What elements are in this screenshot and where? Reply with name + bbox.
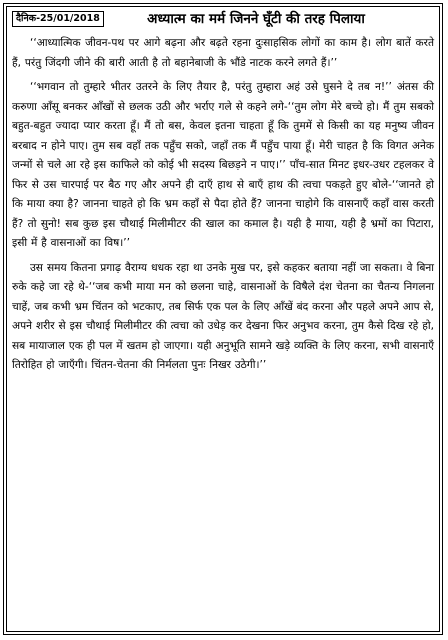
paragraph-3: उस समय कितना प्रगाढ़ वैराग्य धधक रहा था उनके मुख पर, इसे कहकर बताया नहीं जा सकता। वे बिना रुके कहे जा रहे थे-‘‘जब कभी माया मन को छलना चाहे, वासनाओं के विषैले दंश चेतना का चैतन्य निगलना चाहें, जब कभी भ्रम चिंतन को भटकाए, तब सिर्फ एक पल के लिए आँखें बंद करना और पहले अपने आप से, अपने शरीर से इस चौथाई मिलीमीटर की त्वचा को उधेड़ कर देखना फिर अनुभव करना, तुम कैसे दिख रहे हो, सब मायाजाल एक ही पल में खतम हो जाएगा। यही अनुभूति सामने खड़े व्यक्ति के लिए करना, सभी वासनाएँ तिरोहित हो जाएँगी। चिंतन-चेतना की निर्मलता पुनः निखर उठेगी।’’ bbox=[12, 261, 434, 371]
article-body bbox=[12, 34, 434, 376]
article-title: अध्यात्म का मर्म जिनने घूँटी की तरह पिलाया bbox=[147, 11, 365, 27]
paragraph-2: ‘‘भगवान तो तुम्हारे भीतर उतरने के लिए तैयार है, परंतु तुम्हारा अहं उसे घुसने दे तब न!’’ अंतस की करुणा आँसू बनकर आँखों से छलक उठी और भर्राए गले से कहने लगे-‘‘तुम लोग मेरे बच्चे हो। मैं तुम सबको बहुत-बहुत ज्यादा प्यार करता हूँ। मैं तो बस, केवल इतना चाहता हूँ कि तुममें से किसी का यह मनुष्य जीवन बरबाद न होने पाए। तुम सब वहाँ तक पहुँच सको, जहाँ तक मैं पहुँच पाया हूँ। मेरी चाहत है कि विगत अनेक जन्मों से चले आ रहे इस काफिले को कोई भी सदस्य बिछड़ने न पाए।’’ पाँच-सात मिनट इधर-उधर टहलकर वे फिर से उस चारपाई पर बैठ गए और अपने ही दाएँ हाथ से बाएँ हाथ की त्वचा पकड़ते हुए बोले-‘‘जानते हो कि माया क्या है? जानना चाहते हो कि भ्रम कहाँ से पैदा होते हैं? जानना चाहोगे कि वासनाएँ कहाँ वास करती हैं? तो सुनो! सब कुछ इस चौथाई मिलीमीटर की खाल का कमाल है। यही है माया, यही है भ्रमों का पिटारा, इसी में है वासनाओं का विष।’’ bbox=[12, 81, 434, 249]
date-label: दैनिक-25/01/2018 bbox=[12, 11, 104, 27]
article-frame bbox=[3, 3, 443, 635]
paragraph-1: ‘‘आध्यात्मिक जीवन-पथ पर आगे बढ़ना और बढ़ते रहना दुःसाहसिक लोगों का काम है। लोग बातें करते हैं, परंतु जिंदगी जीने की बारी आती है तो बहानेबाजी के भौंडे नाटक करने लगते हैं।’’ bbox=[12, 37, 434, 69]
article-inner-border bbox=[6, 6, 440, 632]
